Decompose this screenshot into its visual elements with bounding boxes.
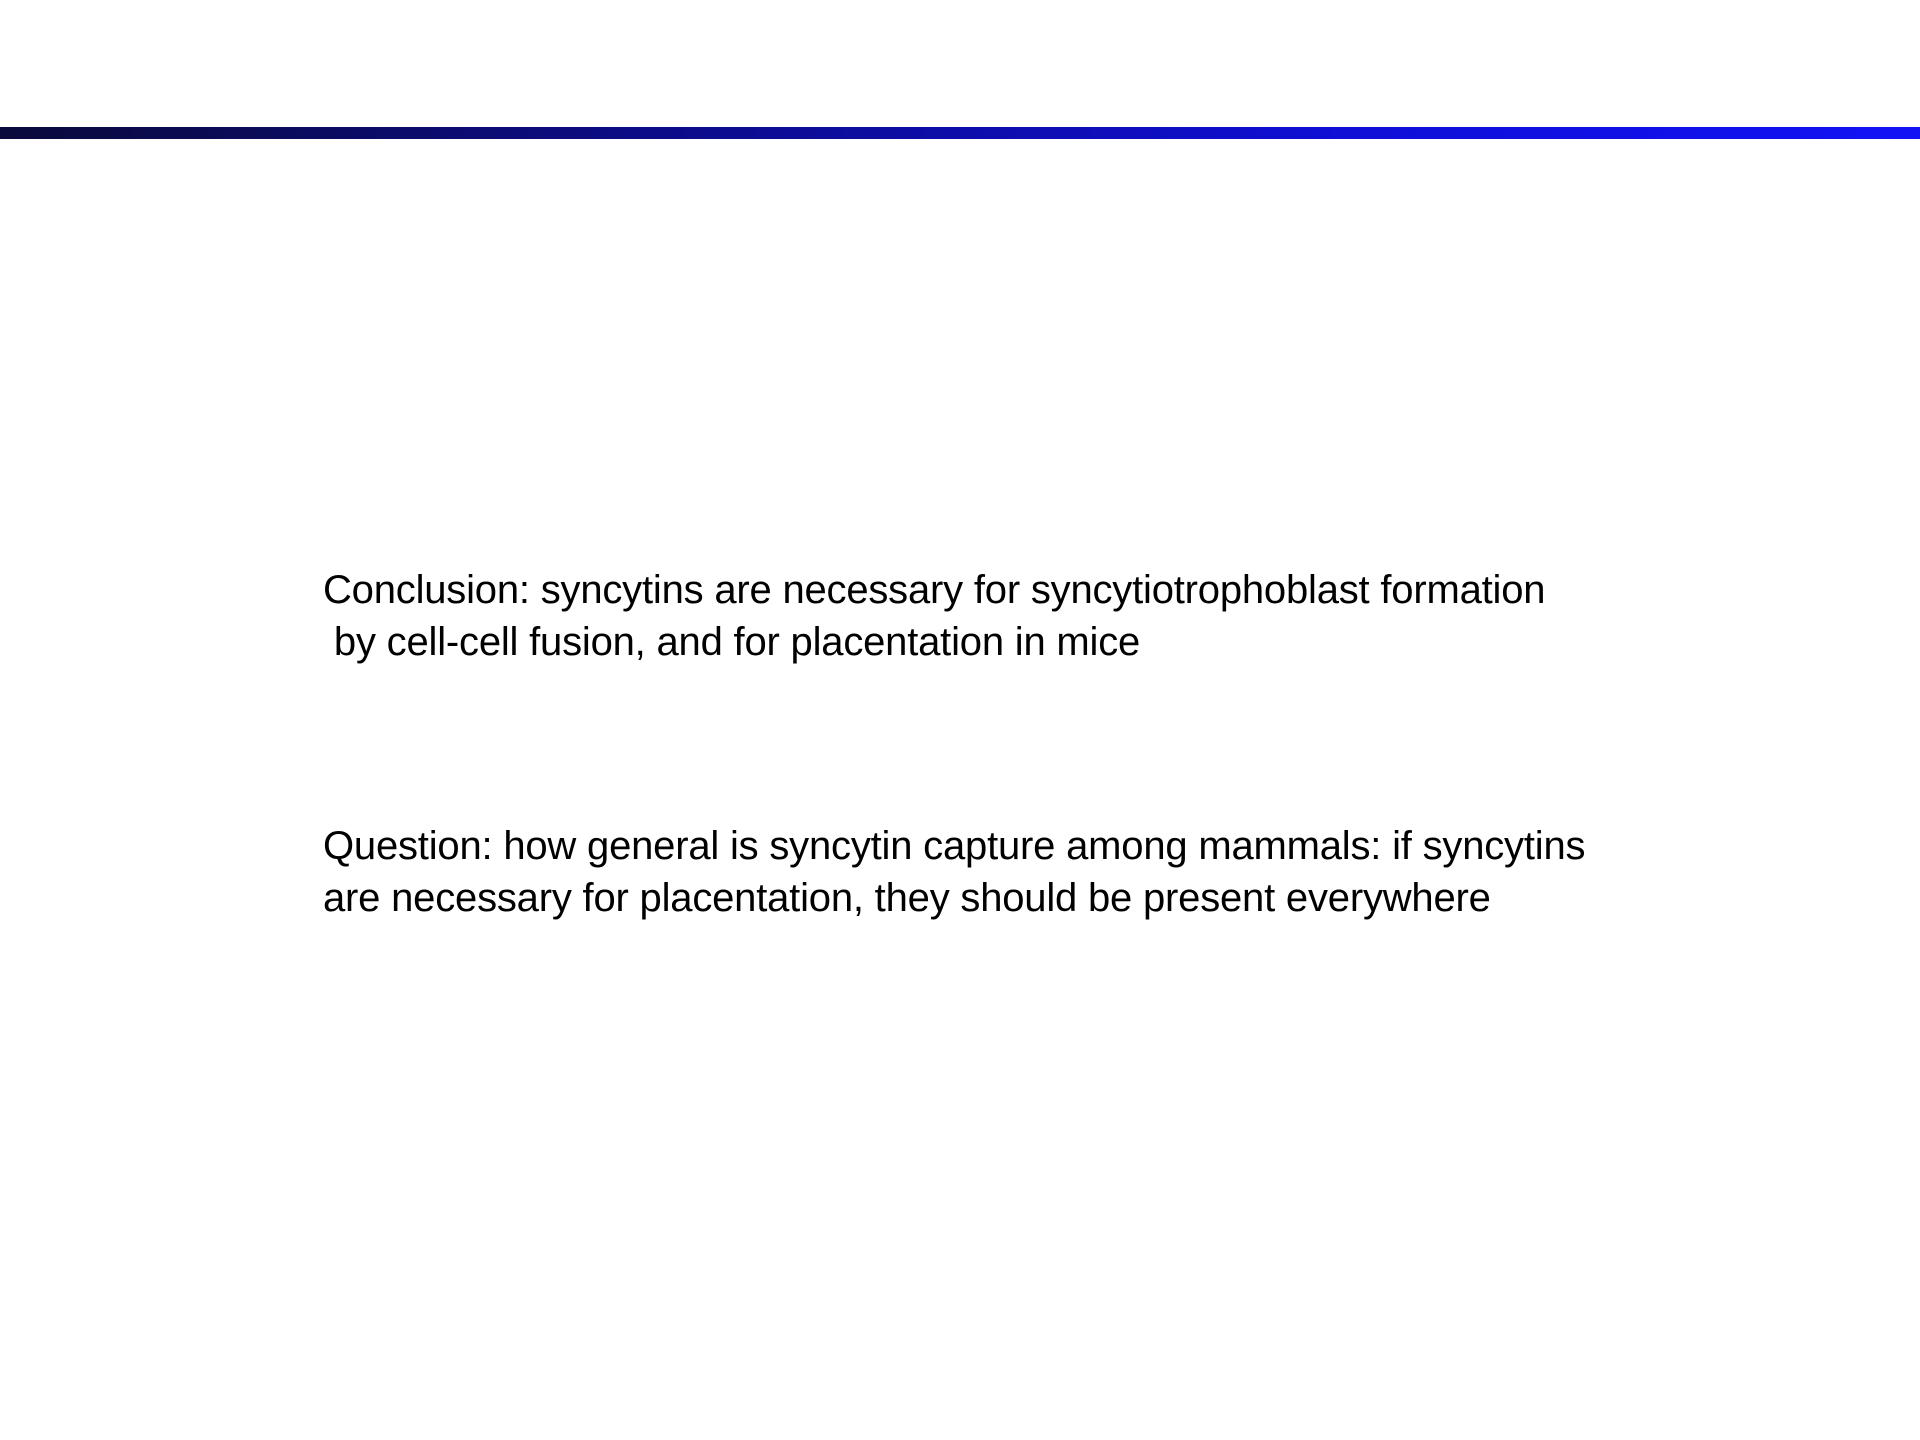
conclusion-line-2: by cell-cell fusion, and for placentation in mice — [323, 620, 1141, 664]
conclusion-text — [323, 564, 1773, 668]
question-text — [323, 820, 1773, 924]
question-line-2: are necessary for placentation, they should be present everywhere — [323, 876, 1491, 920]
question-line-1: Question: how general is syncytin capture among mammals: if syncytins — [323, 824, 1586, 868]
conclusion-line-1: Conclusion: syncytins are necessary for syncytiotrophoblast formation — [323, 568, 1546, 612]
header-divider — [0, 127, 1920, 139]
